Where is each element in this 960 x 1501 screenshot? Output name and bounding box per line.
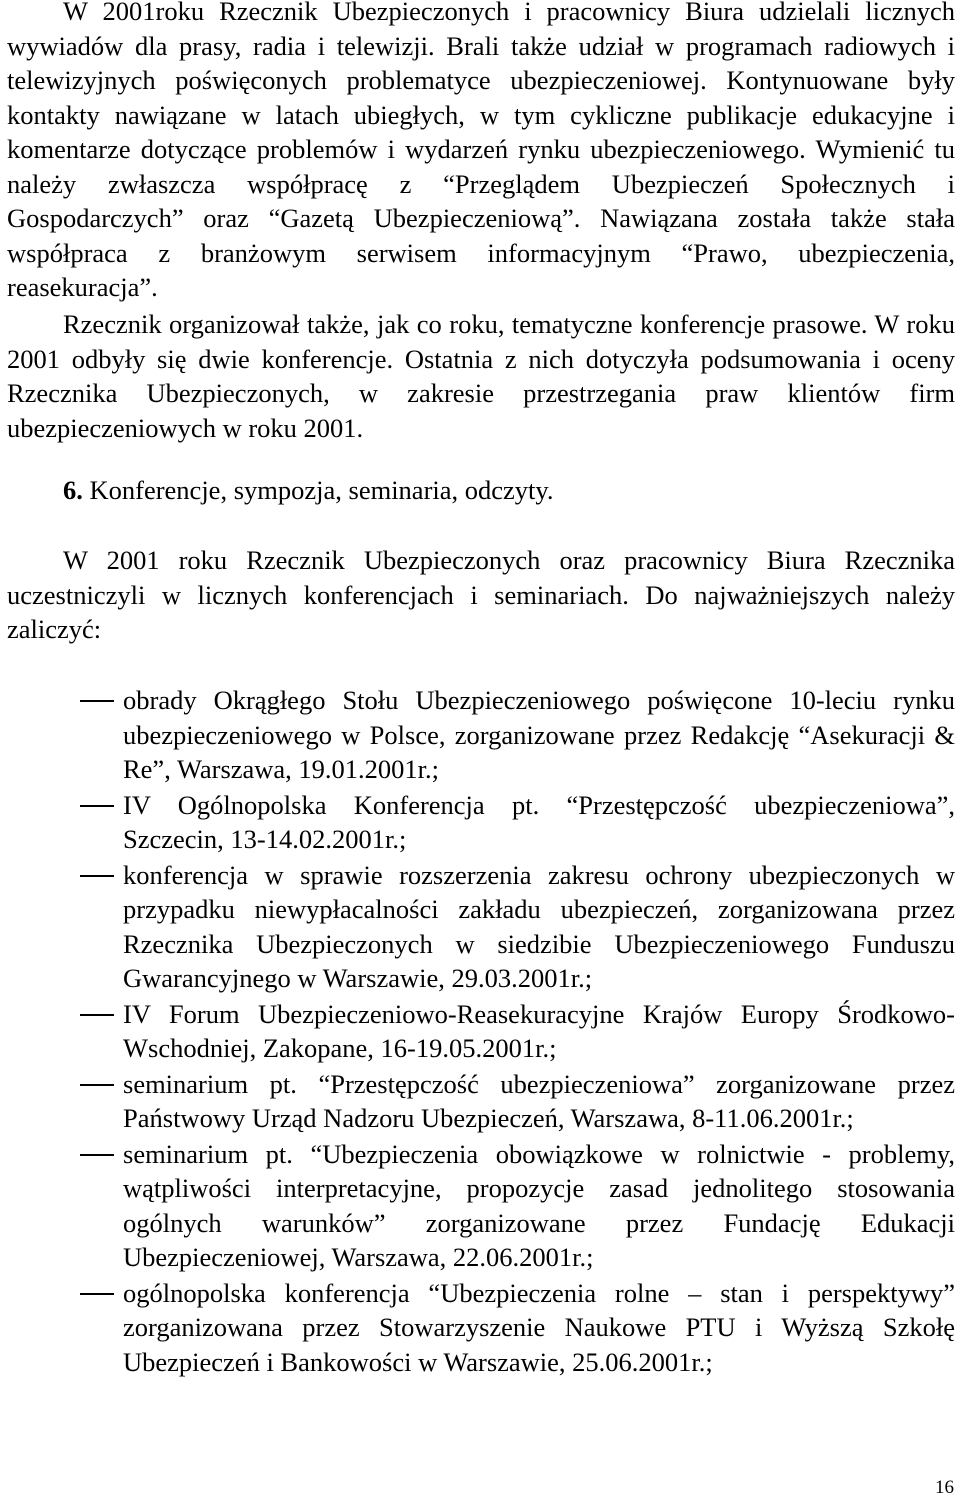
- section-title: Konferencje, sympozja, seminaria, odczyty.: [89, 475, 554, 505]
- list-item: [0, 1067, 955, 1136]
- list-item: [0, 997, 955, 1066]
- section-heading: [63, 473, 554, 507]
- list-item-text: seminarium pt. “Ubezpieczenia obowiązkowe w rolnictwie - problemy, wątpliwości interpretacyjne, propozycje zasad jednolitego stosowania ogólnych warunków” zorganizowane przez Fundację Edukacji Ubezpieczeniowej, Warszawa, 22.06.2001r.;: [123, 1138, 955, 1272]
- list-item-text: obrady Okrągłego Stołu Ubezpieczeniowego poświęcone 10-leciu rynku ubezpieczeniowego w Polsce, zorganizowane przez Redakcję “Asekuracji & Re”, Warszawa, 19.01.2001r.;: [123, 685, 955, 784]
- list-item: [0, 1137, 955, 1275]
- press-conferences-text: Rzecznik organizował także, jak co roku, tematyczne konferencje prasowe. W roku 2001 odbyły się dwie konferencje. Ostatnia z nich dotyczyła podsumowania i oceny Rzecznika Ubezpieczonych, w zakresie przestrzegania praw klientów firm ubezpieczeniowych w roku 2001.: [7, 309, 955, 443]
- page-number: 16: [935, 1477, 954, 1498]
- list-item: [0, 1276, 955, 1380]
- press-conferences-paragraph: [7, 307, 955, 445]
- list-item: [0, 788, 955, 857]
- section-paragraph: [7, 543, 955, 647]
- list-item-text: ogólnopolska konferencja “Ubezpieczenia rolne – stan i perspektywy” zorganizowana przez Stowarzyszenie Naukowe PTU i Wyższą Szkołę Ubezpieczeń i Bankowości w Warszawie, 25.06.2001r.;: [123, 1277, 955, 1377]
- list-item: [0, 858, 955, 996]
- media-paragraph-text: W 2001roku Rzecznik Ubezpieczonych i pracownicy Biura udzielali licznych wywiadów dla prasy, radia i telewizji. Brali także udział w programach radiowych i telewizyjnych poświęconych problematyce ubezpieczeniowej. Kontynuowane były kontakty nawiązane w latach ubiegłych, w tym cykliczne publikacje edukacyjne i komentarze dotyczące problemów i wydarzeń rynku ubezpieczeniowego. Wymienić tu należy zwłaszcza współpracę z “Przeglądem Ubezpieczeń Społecznych i Gospodarczych” oraz “Gazetą Ubezpieczeniową”. Nawiązana została także stała współpraca z branżowym serwisem informacyjnym “Prawo, ubezpieczenia, reasekuracja”.: [7, 0, 955, 302]
- list-item-text: seminarium pt. “Przestępczość ubezpieczeniowa” zorganizowane przez Państwowy Urząd Nadzoru Ubezpieczeń, Warszawa, 8-11.06.2001r.;: [123, 1068, 955, 1133]
- media-paragraph: [7, 0, 955, 305]
- section-number: 6.: [63, 475, 83, 505]
- list-item-text: konferencja w sprawie rozszerzenia zakresu ochrony ubezpieczonych w przypadku niewypłacalności zakładu ubezpieczeń, zorganizowana przez Rzecznika Ubezpieczonych w siedzibie Ubezpieczeniowego Funduszu Gwarancyjnego w Warszawie, 29.03.2001r.;: [123, 859, 955, 993]
- list-item-text: IV Forum Ubezpieczeniowo-Reasekuracyjne Krajów Europy Środkowo-Wschodniej, Zakopane, 16-19.05.2001r.;: [123, 998, 955, 1063]
- events-list: [0, 683, 960, 1380]
- section-paragraph-text: W 2001 roku Rzecznik Ubezpieczonych oraz pracownicy Biura Rzecznika uczestniczyli w licznych konferencjach i seminariach. Do najważniejszych należy zaliczyć:: [7, 545, 955, 644]
- list-item: [0, 683, 955, 787]
- list-item-text: IV Ogólnopolska Konferencja pt. “Przestępczość ubezpieczeniowa”, Szczecin, 13-14.02.2001r.;: [123, 789, 955, 854]
